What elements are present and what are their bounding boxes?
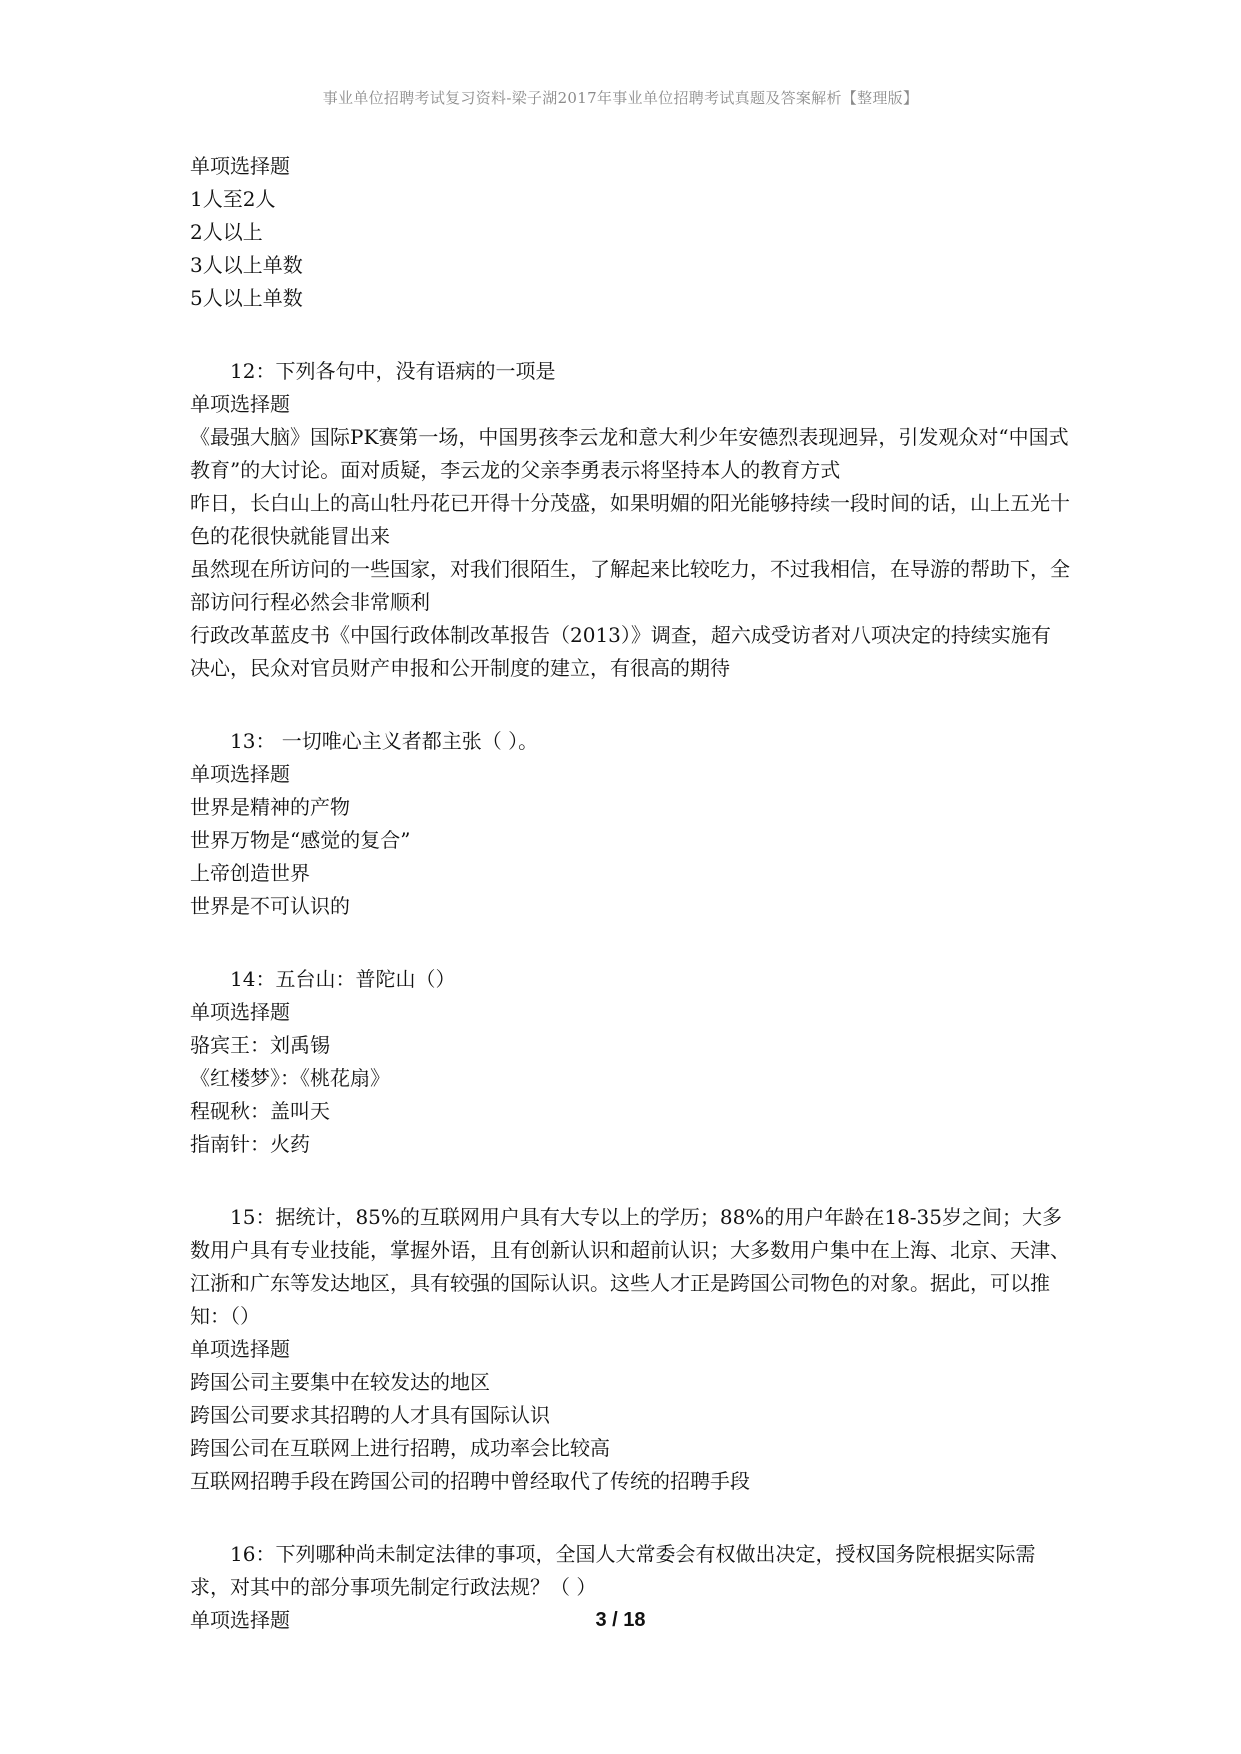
option-list [190, 791, 1070, 923]
option: 世界是不可认识的 [190, 894, 350, 918]
option: 程砚秋：盖叫天 [190, 1099, 330, 1123]
question-title: 15：据统计，85%的互联网用户具有大专以上的学历；88%的用户年龄在18-35岁之间；大多数用户具有专业技能，掌握外语，且有创新认识和超前认识；大多数用户集中在上海、北京、天津、江浙和广东等发达地区，具有较强的国际认识。这些人才正是跨国公司物色的对象。据此，可以推知：（） [190, 1205, 1070, 1328]
page-header: 事业单位招聘考试复习资料-梁子湖2017年事业单位招聘考试真题及答案解析【整理版】 [322, 89, 919, 107]
page-number: 3 / 18 [595, 1609, 646, 1631]
option: 指南针：火药 [190, 1132, 310, 1156]
question-title: 16：下列哪种尚未制定法律的事项，全国人大常委会有权做出决定，授权国务院根据实际需求，对其中的部分事项先制定行政法规？（ ） [190, 1542, 1036, 1599]
option: 《红楼梦》：《桃花扇》 [190, 1066, 390, 1090]
option: 世界万物是“感觉的复合” [190, 828, 411, 852]
option: 骆宾王：刘禹锡 [190, 1033, 330, 1057]
option-list [190, 1029, 1070, 1161]
option: 2人以上 [190, 220, 263, 244]
question-title: 12：下列各句中，没有语病的一项是 [230, 359, 556, 383]
option: 行政改革蓝皮书《中国行政体制改革报告（2013）》调查，超六成受访者对八项决定的持续实施有决心，民众对官员财产申报和公开制度的建立，有很高的期待 [190, 623, 1051, 680]
option: 《最强大脑》国际PK赛第一场，中国男孩李云龙和意大利少年安德烈表现迥异，引发观众对“中国式教育”的大讨论。面对质疑，李云龙的父亲李勇表示将坚持本人的教育方式 [190, 425, 1069, 482]
option-list [190, 421, 1070, 685]
option-list [190, 183, 1070, 315]
question-14 [190, 963, 1070, 1161]
question-type: 单项选择题 [190, 392, 290, 416]
document-body [190, 150, 1070, 1637]
question-type: 单项选择题 [190, 1608, 290, 1632]
prev-question-tail [190, 150, 1070, 315]
option-list [190, 1366, 1070, 1498]
question-type: 单项选择题 [190, 762, 290, 786]
question-type: 单项选择题 [190, 1000, 290, 1024]
question-type: 单项选择题 [190, 1337, 290, 1361]
option: 5人以上单数 [190, 286, 303, 310]
question-title: 14：五台山：普陀山（） [230, 967, 456, 991]
option: 跨国公司要求其招聘的人才具有国际认识 [190, 1403, 550, 1427]
question-12 [190, 355, 1070, 685]
option: 跨国公司主要集中在较发达的地区 [190, 1370, 490, 1394]
question-13 [190, 725, 1070, 923]
option: 跨国公司在互联网上进行招聘，成功率会比较高 [190, 1436, 610, 1460]
option: 昨日，长白山上的高山牡丹花已开得十分茂盛，如果明媚的阳光能够持续一段时间的话，山上五光十色的花很快就能冒出来 [190, 491, 1070, 548]
option: 上帝创造世界 [190, 861, 310, 885]
question-type: 单项选择题 [190, 154, 290, 178]
question-15 [190, 1201, 1070, 1498]
option: 虽然现在所访问的一些国家，对我们很陌生，了解起来比较吃力，不过我相信，在导游的帮助下，全部访问行程必然会非常顺利 [190, 557, 1070, 614]
question-title: 13： 一切唯心主义者都主张（ ）。 [230, 729, 539, 753]
option: 世界是精神的产物 [190, 795, 350, 819]
option: 3人以上单数 [190, 253, 303, 277]
option: 1人至2人 [190, 187, 276, 211]
option: 互联网招聘手段在跨国公司的招聘中曾经取代了传统的招聘手段 [190, 1469, 750, 1493]
